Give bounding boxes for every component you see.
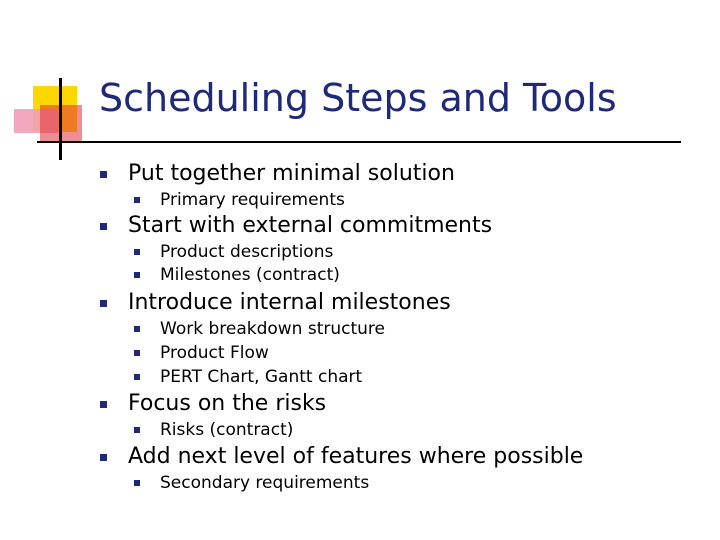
square-bullet-icon	[134, 249, 140, 255]
bullet-text: Start with external commitments	[128, 213, 493, 238]
square-bullet-icon	[134, 197, 140, 203]
slide-title: Scheduling Steps and Tools	[99, 76, 617, 120]
bullet-item	[128, 391, 326, 417]
sub-bullet-text: Work breakdown structure	[160, 319, 386, 339]
title-underline	[37, 141, 681, 143]
square-bullet-icon	[134, 427, 140, 433]
bullet-text: Introduce internal milestones	[128, 290, 451, 315]
sub-bullet-text: Risks (contract)	[160, 420, 294, 440]
sub-bullet-text: Milestones (contract)	[160, 265, 340, 285]
bullet-item	[128, 161, 455, 187]
square-bullet-icon	[100, 171, 107, 178]
sub-bullet-item	[160, 366, 362, 388]
sub-bullet-item	[160, 419, 293, 441]
sub-bullet-item	[160, 342, 269, 364]
square-bullet-icon	[134, 326, 140, 332]
sub-bullet-item	[160, 241, 333, 263]
square-bullet-icon	[134, 374, 140, 380]
sub-bullet-text: Product descriptions	[160, 242, 334, 262]
sub-bullet-text: Primary requirements	[160, 190, 345, 210]
sub-bullet-text: Product Flow	[160, 343, 269, 363]
sub-bullet-item	[160, 189, 345, 211]
square-bullet-icon	[134, 272, 140, 278]
square-bullet-icon	[100, 300, 107, 307]
sub-bullet-item	[160, 472, 369, 494]
sub-bullet-text: PERT Chart, Gantt chart	[160, 367, 363, 387]
square-bullet-icon	[100, 401, 107, 408]
bullet-item	[128, 290, 451, 316]
square-bullet-icon	[100, 223, 107, 230]
sub-bullet-item	[160, 264, 340, 286]
bullet-text: Focus on the risks	[128, 391, 327, 416]
logo-vertical-line	[59, 78, 62, 160]
square-bullet-icon	[100, 454, 107, 461]
bullet-item	[128, 213, 492, 239]
bullet-item	[128, 444, 583, 470]
bullet-text: Put together minimal solution	[128, 161, 455, 186]
sub-bullet-item	[160, 318, 385, 340]
sub-bullet-text: Secondary requirements	[160, 473, 370, 493]
bullet-text: Add next level of features where possible	[128, 444, 584, 469]
square-bullet-icon	[134, 480, 140, 486]
square-bullet-icon	[134, 350, 140, 356]
